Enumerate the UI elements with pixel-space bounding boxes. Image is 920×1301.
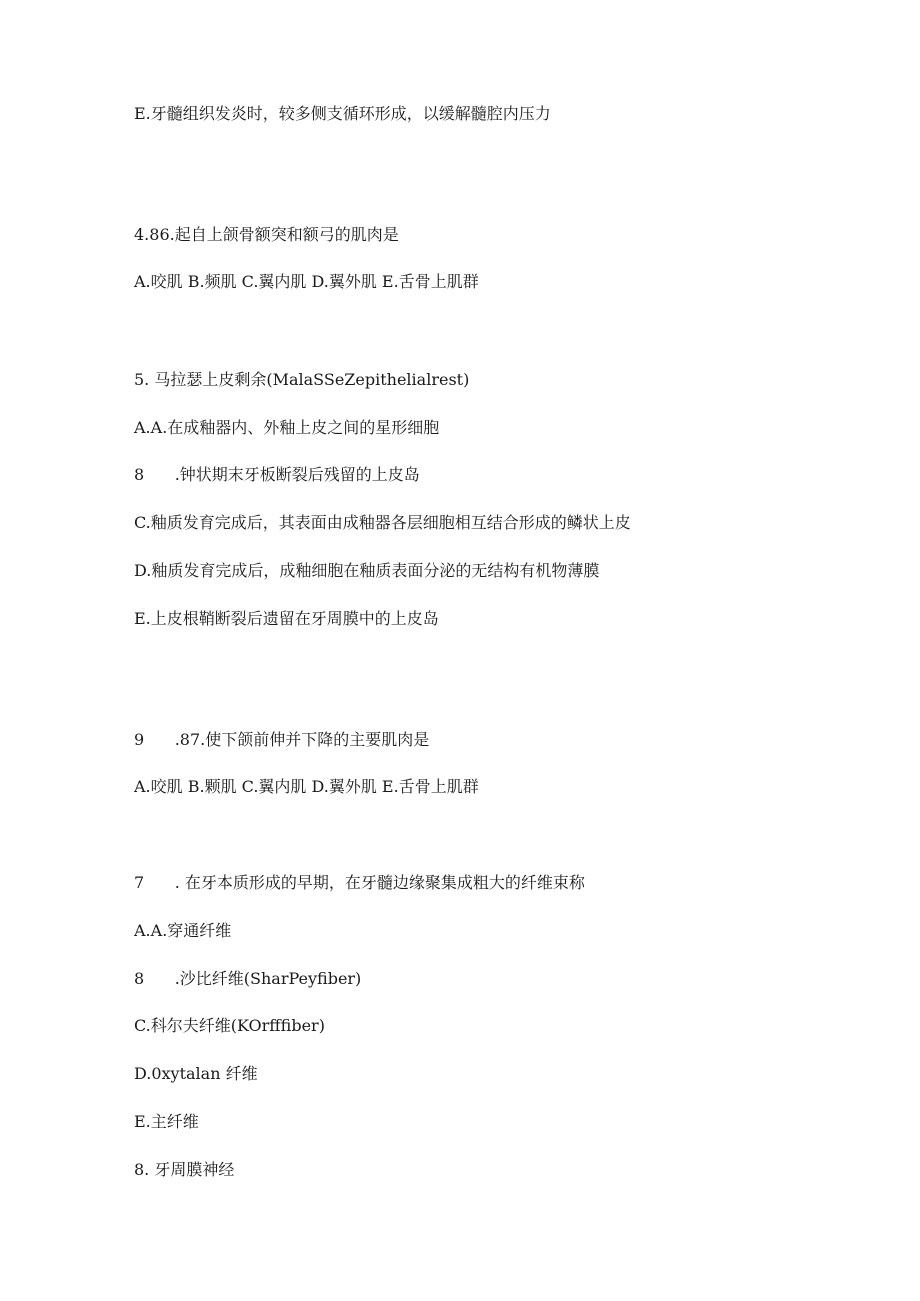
- options-question-86: A.咬肌 B.频肌 C.翼内肌 D.翼外肌 E.舌骨上肌群: [134, 272, 479, 291]
- option-e-root-sheath: E.上皮根鞘断裂后遗留在牙周膜中的上皮岛: [134, 609, 439, 628]
- option-d-organic-membrane: D.釉质发育完成后，成釉细胞在釉质表面分泌的无结构有机物薄膜: [134, 561, 600, 580]
- question-87: 9 .87.使下颌前伸并下降的主要肌肉是: [134, 730, 430, 749]
- option-e-pulp-inflammation: E.牙髓组织发炎时，较多侧支循环形成，以缓解髓腔内压力: [134, 104, 551, 123]
- question-5-malassez: 5. 马拉瑟上皮剩余(MalaSSeZepithelialrest): [134, 370, 470, 389]
- option-c-korff-fiber: C.科尔夫纤维(KOrfffiber): [134, 1016, 325, 1035]
- options-question-87: A.咬肌 B.颗肌 C.翼内肌 D.翼外肌 E.舌骨上肌群: [134, 777, 479, 796]
- option-e-principal-fiber: E.主纤维: [134, 1112, 199, 1131]
- option-b-epithelial-island: 8 .钟状期末牙板断裂后残留的上皮岛: [134, 465, 420, 484]
- option-b-sharpey-fiber: 8 .沙比纤维(SharPeyfiber): [134, 969, 362, 988]
- question-8-periodontal-nerve: 8. 牙周膜神经: [134, 1160, 235, 1179]
- option-d-oxytalan-fiber: D.0xytalan 纤维: [134, 1064, 258, 1083]
- option-a-stellate-cells: A.A.在成釉器内、外釉上皮之间的星形细胞: [134, 418, 440, 437]
- option-c-squamous-epithelium: C.釉质发育完成后，其表面由成釉器各层细胞相互结合形成的鳞状上皮: [134, 513, 631, 532]
- question-86: 4.86.起自上颌骨额突和额弓的肌肉是: [134, 225, 399, 244]
- question-7-dentin-fibers: 7 . 在牙本质形成的早期，在牙髓边缘聚集成粗大的纤维束称: [134, 873, 585, 892]
- option-a-perforating-fibers: A.A.穿通纤维: [134, 921, 232, 940]
